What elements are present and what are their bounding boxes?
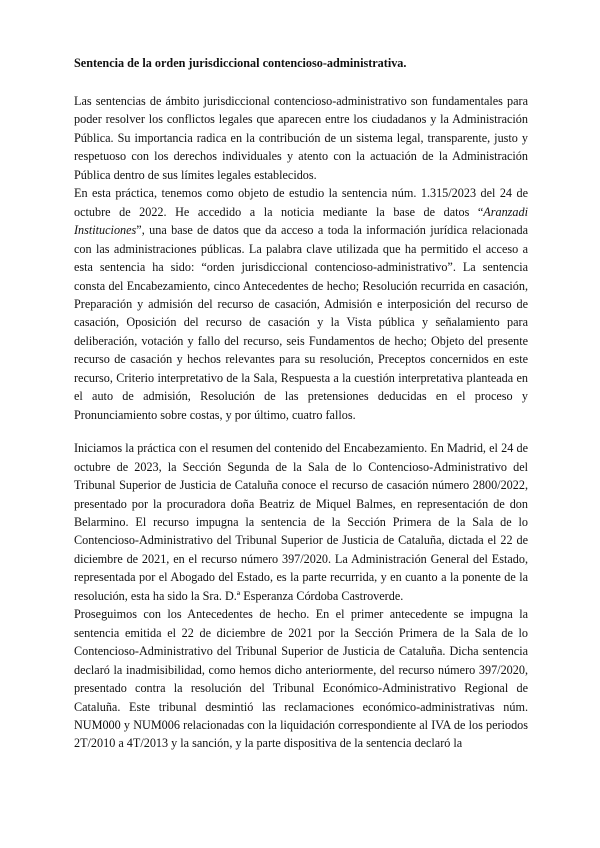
paragraph-encabezamiento [74, 439, 528, 605]
paragraph-text: Iniciamos la práctica con el resumen del contenido del Encabezamiento. En Madrid, el 24 de octubre de 2023, la Sección Segunda de la Sala de lo Contencioso-Administrativo del Tribunal Superior de Justicia de Cataluña conoce el recurso de casación número 2800/2022, presentado por la procuradora doña Beatriz de Miquel Balmes, en representación de don Belarmino. El recurso impugna la sentencia de la Sección Primera de la Sala de lo Contencioso-Administrativo del Tribunal Superior de Justicia de Cataluña, dictada el 22 de diciembre de 2021, en el recurso número 397/2020. La Administración General del Estado, representada por el Abogado del Estado, es la parte recurrida, y en cuanto a la ponente de la resolución, esta ha sido la Sra. D.ª Esperanza Córdoba Castroverde. [74, 441, 528, 603]
document-title: Sentencia de la orden jurisdiccional contencioso-administrativa. [74, 56, 407, 70]
paragraph-antecedentes [74, 605, 528, 753]
paragraph-introduction [74, 92, 528, 184]
paragraph-objeto-estudio [74, 184, 528, 424]
paragraph-text: En esta práctica, tenemos como objeto de estudio la sentencia núm. 1.315/2023 del 24 de octubre de 2022. He accedido a la noticia mediante la base de datos “ [74, 186, 528, 219]
paragraph-text: Las sentencias de ámbito jurisdiccional contencioso-administrativo son fundamentales para poder resolver los conflictos legales que aparecen entre los ciudadanos y la Administración Pública. Su importancia radica en la contribución de un sistema legal, transparente, justo y respetuoso con los derechos individuales y atento con la actuación de la Administración Pública dentro de sus límites legales establecidos. [74, 94, 528, 182]
paragraph-text: Proseguimos con los Antecedentes de hecho. En el primer antecedente se impugna la sentencia emitida el 22 de diciembre de 2021 por la Sección Primera de la Sala de lo Contencioso-Administrativo del Tribunal Superior de Justicia de Cataluña. Dicha sentencia declaró la inadmisibilidad, como hemos dicho anteriormente, del recurso número 397/2020, presentado contra la resolución del Tribunal Económico-Administrativo Regional de Cataluña. Este tribunal desmintió las reclamaciones económico-administrativas núm. NUM000 y NUM006 relacionadas con la liquidación correspondiente al IVA de los periodos 2T/2010 a 4T/2013 y la sanción, y la parte dispositiva de la sentencia declaró la [74, 607, 528, 751]
paragraph-text-continued: ”, una base de datos que da acceso a toda la información jurídica relacionada con las administraciones públicas. La palabra clave utilizada que ha permitido el acceso a esta sentencia ha sido: “orden jurisdiccional contencioso-administrativo”. La sentencia consta del Encabezamiento, cinco Antecedentes de hecho; Resolución recurrida en casación, Preparación y admisión del recurso de casación, Admisión e interposición del recurso de casación, Oposición del recurso de casación y la Vista pública y señalamiento para deliberación, votación y fallo del recurso, seis Fundamentos de hecho; Objeto del presente recurso de casación y hechos relevantes para su resolución, Preceptos concernidos en este recurso, Criterio interpretativo de la Sala, Respuesta a la cuestión interpretativa planteada en el auto de admisión, Resolución de las pretensiones deducidas en el proceso y Pronunciamiento sobre costas, y por último, cuatro fallos. [74, 223, 528, 422]
database-name: Aranzadi Instituciones [74, 204, 528, 238]
